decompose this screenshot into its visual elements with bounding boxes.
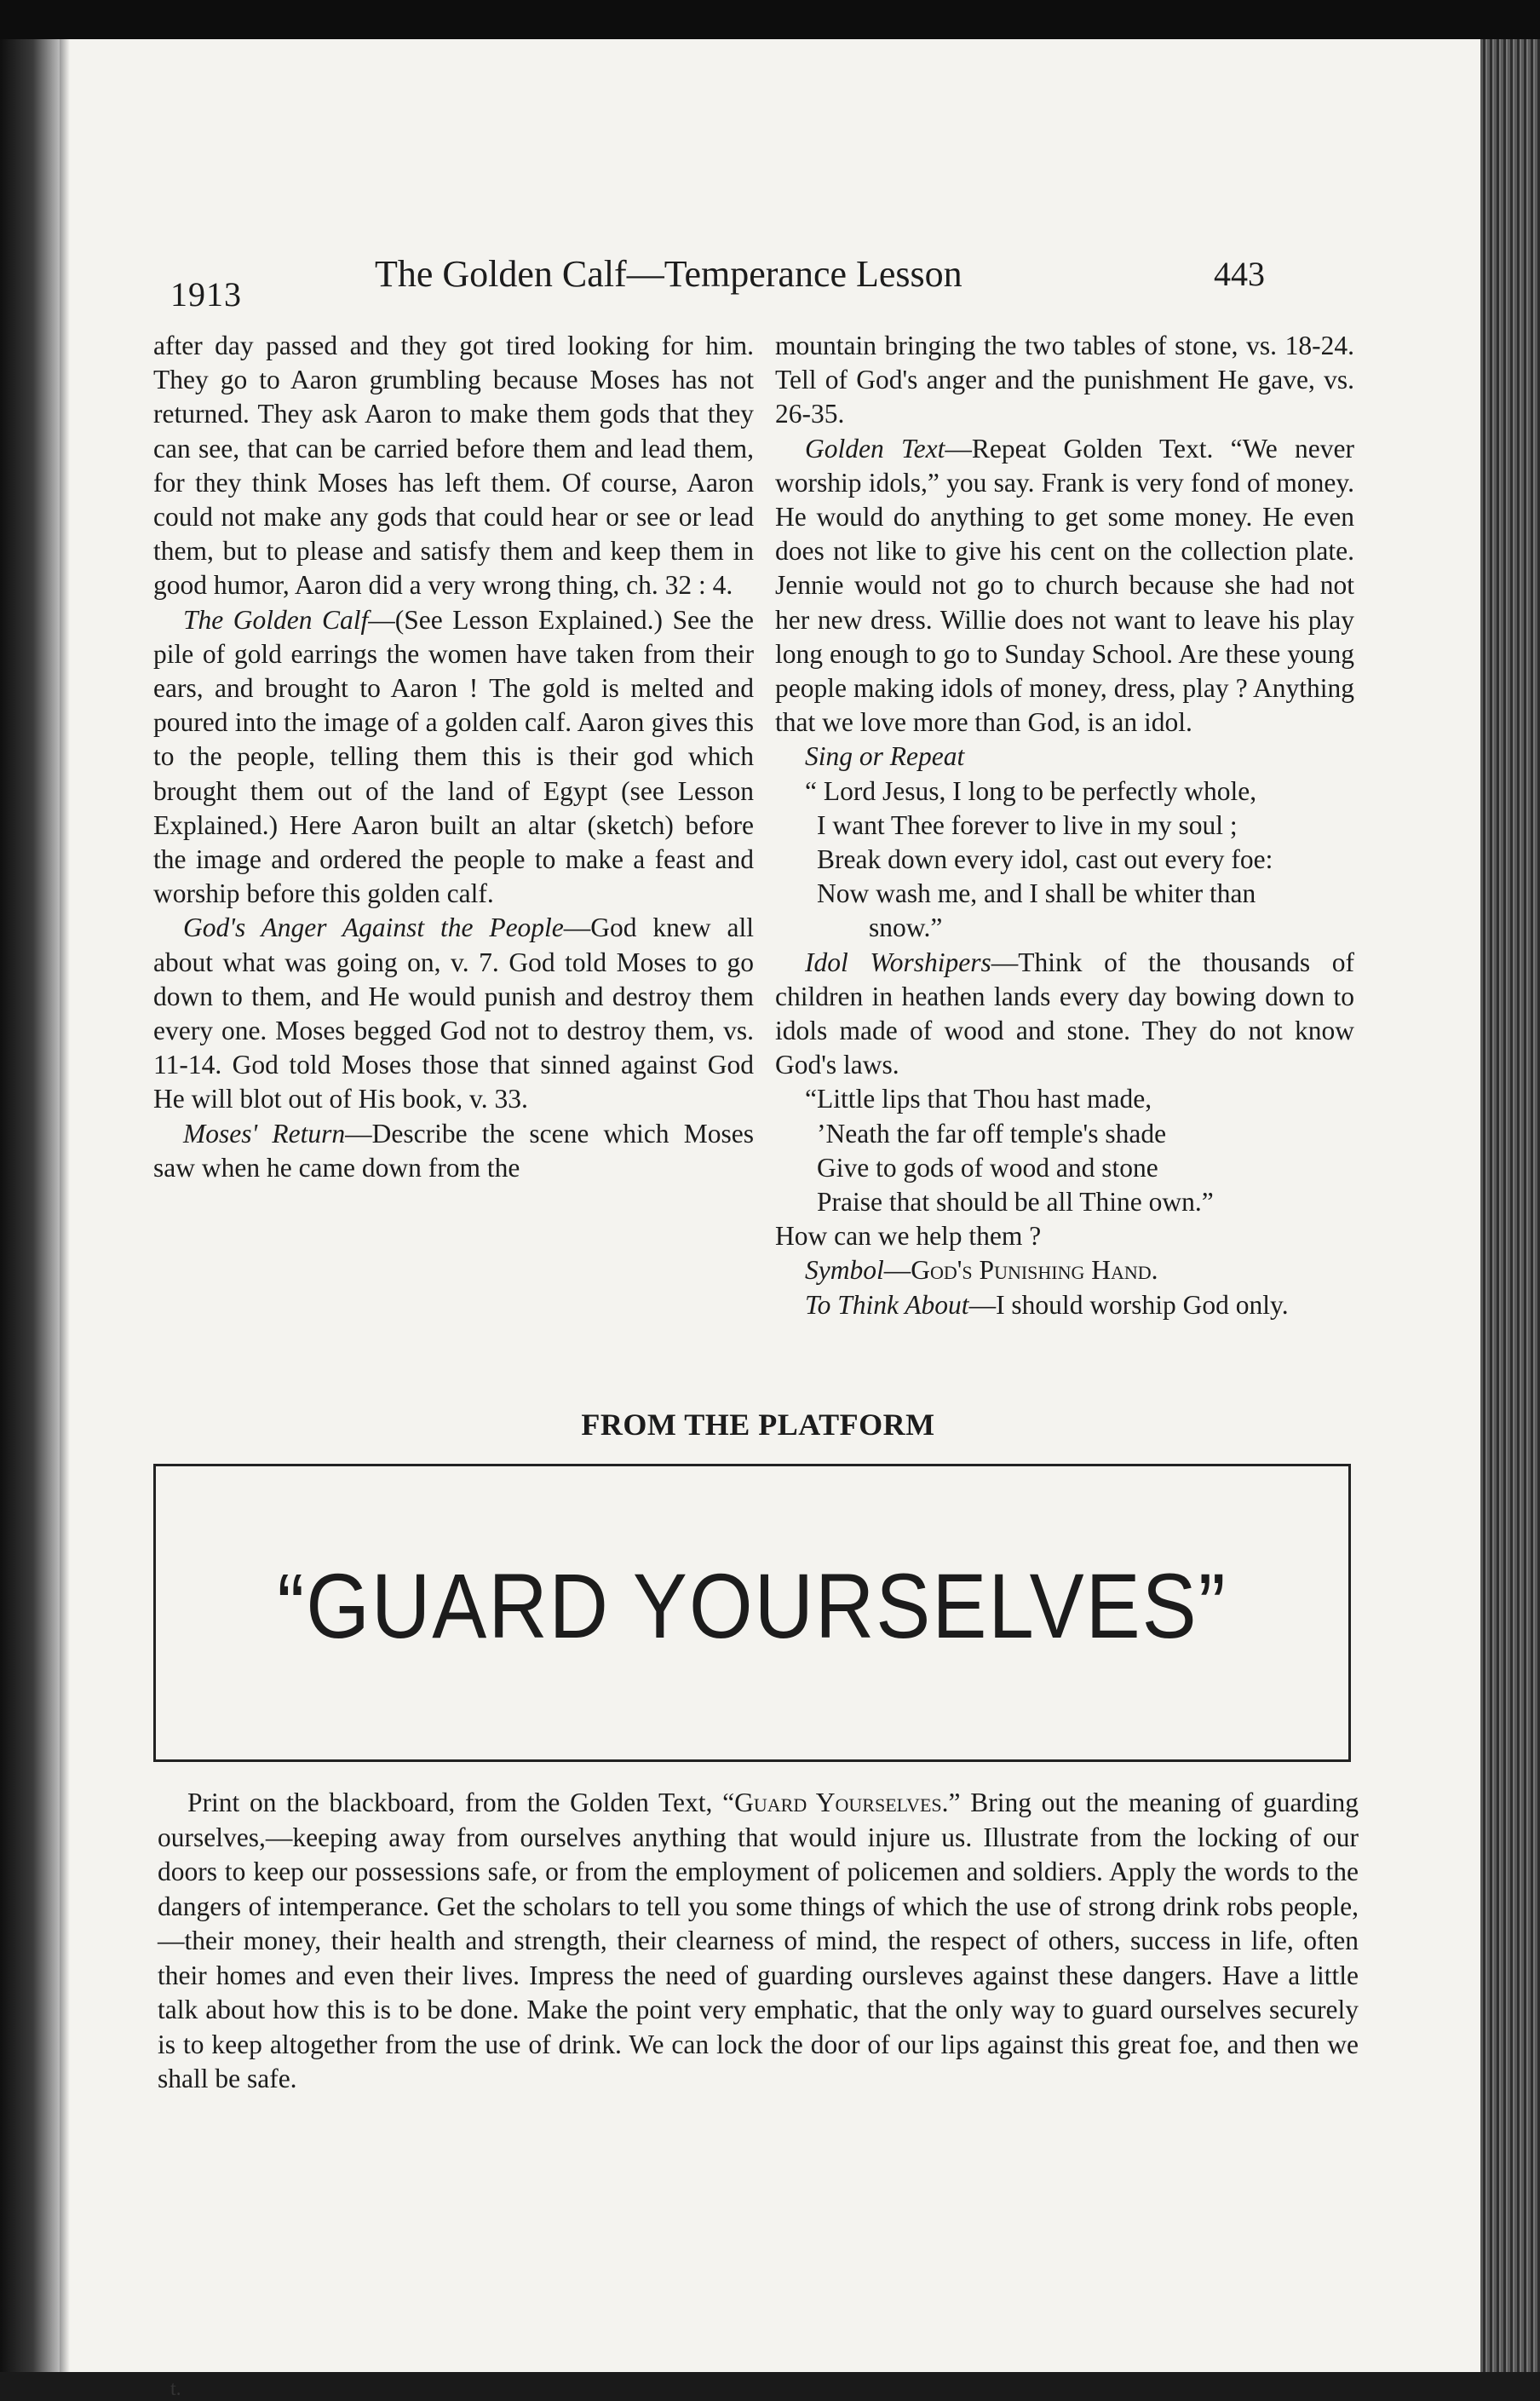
section-body: —Describe the scene which Moses saw when he came down from the (153, 1118, 754, 1183)
paragraph: after day passed and they got tired looking for him. They go to Aaron grumbling because Moses has not returned. They ask Aaron to make them gods that they can see, that can be carried before them and lead them, for they think Moses has left them. Of course, Aaron could not make any gods that could hear or see or lead them, but to please and satisfy them and keep them in good humor, Aaron did a very wrong thing, ch. 32 : 4. (153, 331, 754, 601)
section-heading: The Golden Calf (183, 604, 369, 635)
verse-line: Give to gods of wood and stone (817, 1152, 1158, 1183)
stray-mark: t. (170, 2378, 181, 2400)
page-number: 443 (1214, 255, 1265, 293)
verse-line: Now wash me, and I shall be whiter than (817, 878, 1256, 909)
verse-line: Break down every idol, cast out every foe: (817, 844, 1273, 875)
paragraph (153, 1117, 754, 1185)
section-heading: To Think About (805, 1289, 969, 1320)
verse-line: I want Thee forever to live in my soul ; (817, 809, 1238, 840)
section-body: —(See Lesson Explained.) See the pile of gold earrings the women have taken from their ears, and brought to Aaron ! The gold is melted and poured into the image of a golden calf. Aaron gives this to the people, telling them this is their god which brought them out of the land of Egypt (see Lesson Explained.) Here Aaron built an altar (sketch) before the image and ordered the people to make a feast and worship before this golden calf. (153, 604, 754, 909)
scan-border-left (0, 39, 60, 2372)
section-heading: God's Anger Against the People (183, 913, 564, 943)
section-body: God's Punishing Hand. (911, 1255, 1158, 1286)
verse-line: snow.” (869, 913, 943, 943)
paragraph (775, 432, 1354, 740)
section-heading: Idol Worshipers (805, 947, 991, 977)
section-heading: Golden Text (805, 433, 945, 464)
blackboard-text: “GUARD YOURSELVES” (277, 1555, 1227, 1658)
verse-line: “ Lord Jesus, I long to be perfectly whole, (805, 775, 1257, 806)
page-year: 1913 (170, 275, 242, 314)
section-body: —Repeat Golden Text. “We never worship idols,” you say. Frank is very fond of money. He would do anything to get some money. He even does not like to give his cent on the collection plate. Jennie would not go to church because she had not her new dress. Willie does not want to leave his play long enough to go to Sunday School. Are these young people making idols of money, dress, play ? Anything that we love more than God, is an idol. (775, 433, 1354, 738)
paragraph: Symbol—God's Punishing Hand. (805, 1255, 1158, 1286)
page-gutter-shadow (60, 39, 70, 2372)
scan-border-top (0, 0, 1540, 39)
verse-line: “Little lips that Thou hast made, (805, 1084, 1152, 1114)
section-body: —Think of the thousands of children in heathen lands every day bowing down to idols made of wood and stone. They do not know God's laws. (775, 947, 1354, 1080)
page-title: The Golden Calf—Temperance Lesson (375, 253, 962, 295)
platform-instructions (158, 1786, 1359, 2097)
paragraph (775, 1288, 1354, 1322)
section-heading: Sing or Repeat (805, 741, 965, 772)
book-page (60, 39, 1480, 2400)
platform-heading: FROM THE PLATFORM (581, 1408, 935, 1442)
left-column (153, 329, 754, 1185)
paragraph (775, 740, 1354, 774)
poem-verse (805, 1082, 1354, 1219)
section-heading: Moses' Return (183, 1118, 346, 1149)
paragraph: How can we help them ? (775, 1221, 1042, 1252)
running-head (60, 210, 1480, 314)
paragraph: mountain bringing the two tables of stone, vs. 18-24. Tell of God's anger and the punishment He gave, vs. 26-35. (775, 331, 1354, 429)
verse-line: ’Neath the far off temple's shade (817, 1118, 1167, 1149)
hymn-verse (805, 774, 1354, 946)
paragraph (153, 603, 754, 912)
right-column (775, 329, 1354, 1322)
page-stack-edge (1480, 39, 1540, 2372)
paragraph (775, 946, 1354, 1083)
section-body: —I should worship God only. (968, 1289, 1289, 1320)
guard-emphasis: Guard Yourselves (734, 1788, 942, 1817)
paragraph (153, 911, 754, 1116)
blackboard-box (153, 1464, 1351, 1762)
paragraph: Print on the blackboard, from the Golden Text, “Guard Yourselves.” Bring out the meaning of guarding ourselves,—keeping away from ourselves anything that would injure us. Illustrate from the locking of our doors to keep our possessions safe, or from the employment of policemen and soldiers. Apply the words to the dangers of intemperance. Get the scholars to tell you some things of which the use of strong drink robs people,—their money, their health and strength, their clearness of mind, the respect of others, success in life, often their homes and even their lives. Impress the need of guarding oursleves against these dangers. Have a little talk about how this is to be done. Make the point very emphatic, that the only way to guard ourselves securely is to keep altogether from the use of drink. We can lock the door of our lips against this great foe, and then we shall be safe. (158, 1788, 1359, 2093)
section-heading: Symbol (805, 1255, 884, 1286)
section-body: —God knew all about what was going on, v. 7. God told Moses to go down to them, and He would punish and destroy them every one. Moses begged God not to destroy them, vs. 11-14. God told Moses those that sinned against God He will blot out of His book, v. 33. (153, 913, 754, 1114)
verse-line: Praise that should be all Thine own.” (817, 1187, 1214, 1218)
